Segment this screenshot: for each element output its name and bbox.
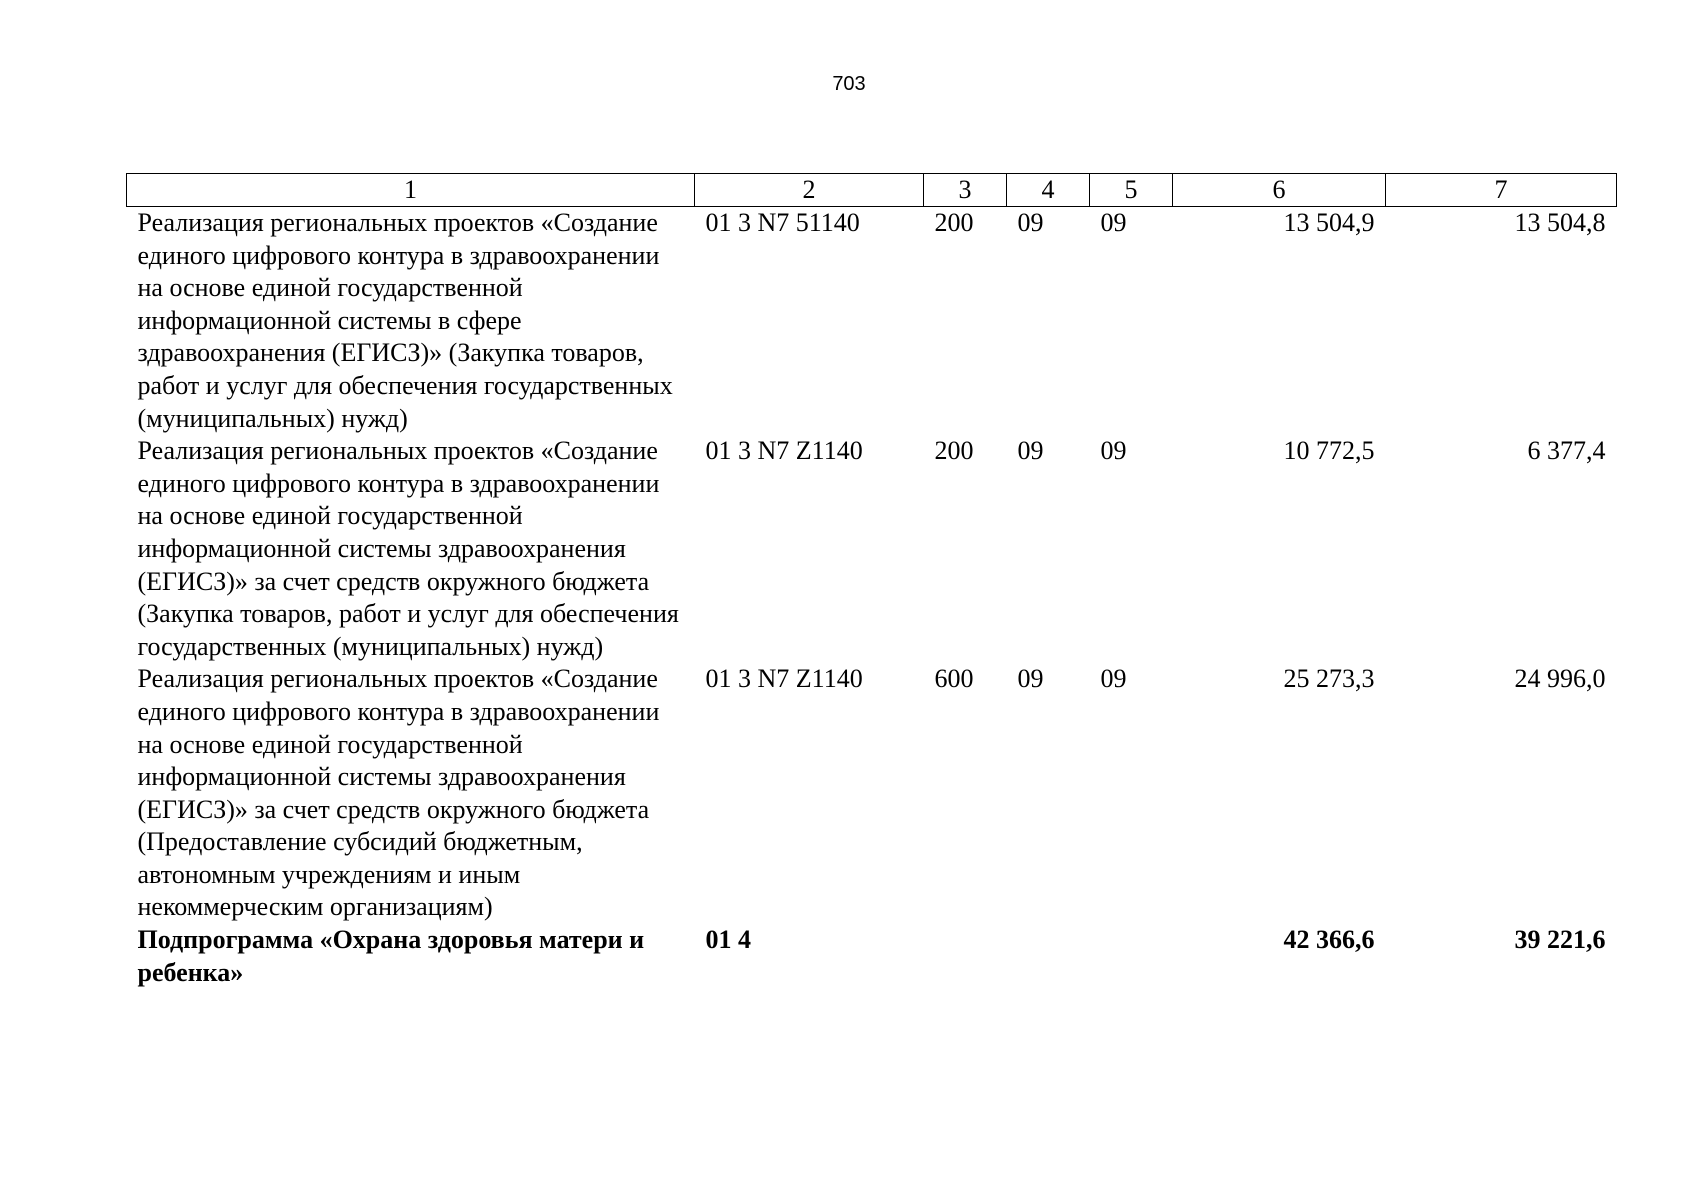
row-sum2: 6 377,4 (1527, 436, 1606, 466)
row-rz: 09 (1017, 664, 1044, 694)
row-name: Реализация региональных проектов «Создание единого цифрового контура в здравоохранении на основе единой государственной информационной системы здравоохранения (ЕГИСЗ)» за счет средств окружного бюджета (Закупка товаров, работ и услуг для обеспечения государственных (муниципальных) нужд) (137, 436, 679, 661)
row-name: Реализация региональных проектов «Создание единого цифрового контура в здравоохранении на основе единой государственной информационной системы в сфере здравоохранения (ЕГИСЗ)» (Закупка товаров, работ и услуг для обеспечения государственных (муниципальных) нужд) (137, 208, 673, 433)
row-rz (1007, 924, 1090, 989)
header-row (127, 174, 1617, 207)
column-header-3: 3 (924, 174, 1007, 207)
table-row (127, 663, 1617, 924)
row-sum1: 10 772,5 (1283, 436, 1375, 466)
row-pr: 09 (1100, 436, 1127, 466)
row-code: 01 3 N7 Z1140 (705, 436, 863, 466)
row-vr: 200 (934, 436, 974, 466)
column-header-4: 4 (1007, 174, 1090, 207)
row-sum2: 13 504,8 (1514, 208, 1606, 237)
row-sum1: 25 273,3 (1283, 664, 1375, 694)
row-name: Реализация региональных проектов «Создание единого цифрового контура в здравоохранении на основе единой государственной информационной системы здравоохранения (ЕГИСЗ)» за счет средств окружного бюджета (Предоставление субсидий бюджетным, автономным учреждениям и иным некоммерческим организациям) (137, 664, 660, 922)
table-row (127, 207, 1617, 436)
row-vr: 200 (934, 208, 974, 237)
row-code: 01 4 (705, 925, 751, 955)
table-row (127, 435, 1617, 663)
page-number: 703 (832, 73, 866, 95)
row-sum2: 39 221,6 (1514, 925, 1606, 955)
row-code: 01 3 N7 Z1140 (705, 664, 863, 694)
row-name: Подпрограмма «Охрана здоровья матери и ребенка» (137, 925, 645, 987)
column-header-6: 6 (1173, 174, 1386, 207)
row-vr (924, 924, 1007, 989)
row-sum1: 42 366,6 (1283, 925, 1375, 955)
row-code: 01 3 N7 51140 (705, 208, 860, 237)
table-row-subprogram (127, 924, 1617, 989)
row-rz: 09 (1017, 208, 1044, 237)
row-rz: 09 (1017, 436, 1044, 466)
budget-table (126, 173, 1617, 989)
row-sum2: 24 996,0 (1514, 664, 1606, 694)
row-sum1: 13 504,9 (1283, 208, 1375, 237)
column-header-5: 5 (1090, 174, 1173, 207)
column-header-1: 1 (127, 174, 695, 207)
row-pr: 09 (1100, 208, 1127, 237)
row-pr: 09 (1100, 664, 1127, 694)
row-pr (1090, 924, 1173, 989)
column-header-7: 7 (1386, 174, 1617, 207)
column-header-2: 2 (695, 174, 924, 207)
row-vr: 600 (934, 664, 974, 694)
